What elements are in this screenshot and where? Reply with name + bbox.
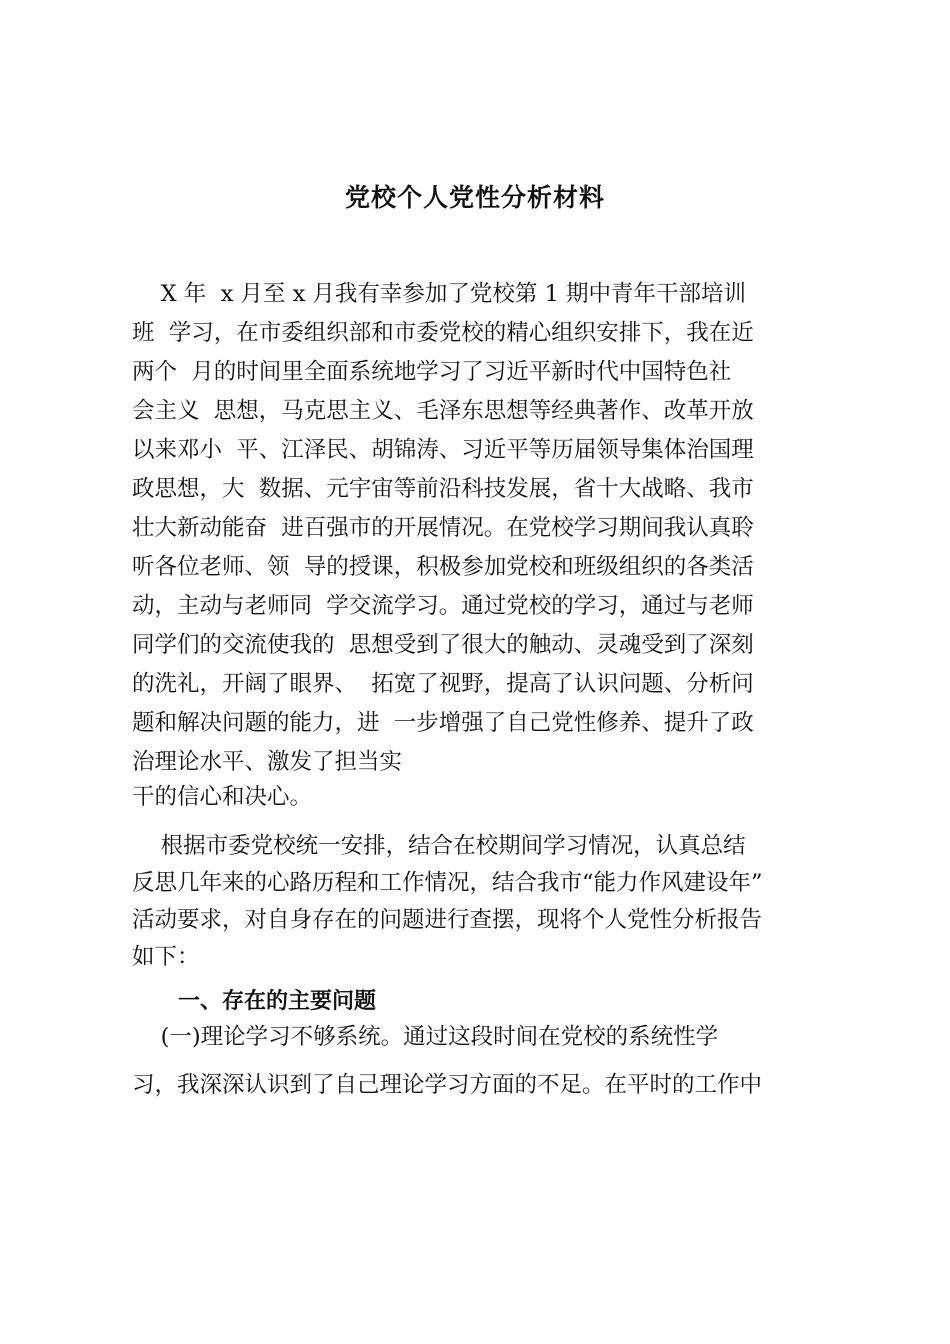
paragraph-1-line: 政思想，大 数据、元宇宙等前沿科技发展，省十大战略、我市: [132, 476, 754, 502]
paragraph-2-line: 如下：: [132, 944, 200, 970]
paragraph-2-line: 活动要求，对自身存在的问题进行查摆，现将个人党性分析报告: [132, 907, 763, 933]
paragraph-1-line: 班 学习，在市委组织部和市委党校的精心组织安排下，我在近: [132, 320, 754, 346]
paragraph-2-line: 反思几年来的心路历程和工作情况，结合我市“能力作风建设年”: [132, 870, 763, 896]
paragraph-2-line: 根据市委党校统一安排，结合在校期间学习情况，认真总结: [132, 833, 746, 859]
paragraph-1-line: 动，主动与老师同 学交流学习。通过党校的学习，通过与老师: [132, 593, 754, 619]
paragraph-3-line: (一)理论学习不够系统。通过这段时间在党校的系统性学: [132, 1024, 719, 1050]
paragraph-1-line: 干的信心和决心。: [132, 784, 313, 810]
paragraph-1-line: 听各位老师、领 导的授课，积极参加党校和班级组织的各类活: [132, 554, 754, 580]
document-title: 党校个人党性分析材料: [344, 183, 605, 212]
paragraph-1-line: X 年 x 月至 x 月我有幸参加了党校第 1 期中青年干部培训: [132, 281, 747, 307]
paragraph-1-line: 会主义 思想，马克思主义、毛泽东思想等经典著作、改革开放: [132, 398, 754, 424]
paragraph-1-line: 壮大新动能奋 进百强市的开展情况。在党校学习期间我认真聆: [132, 515, 754, 541]
paragraph-1-line: 治理论水平、激发了担当实: [132, 749, 403, 775]
paragraph-1-line: 两个 月的时间里全面系统地学习了习近平新时代中国特色社: [132, 359, 732, 385]
paragraph-1-line: 以来邓小 平、江泽民、胡锦涛、习近平等历届领导集体治国理: [132, 437, 754, 463]
section-heading: 一、存在的主要问题: [178, 989, 377, 1014]
paragraph-1-line: 同学们的交流使我的 思想受到了很大的触动、灵魂受到了深刻: [132, 632, 754, 658]
paragraph-3-line: 习，我深深认识到了自己理论学习方面的不足。在平时的工作中: [132, 1072, 763, 1098]
paragraph-1-line: 的洗礼，开阔了眼界、 拓宽了视野，提高了认识问题、分析问: [132, 671, 754, 697]
paragraph-1-line: 题和解决问题的能力，进 一步增强了自己党性修养、提升了政: [132, 710, 754, 736]
